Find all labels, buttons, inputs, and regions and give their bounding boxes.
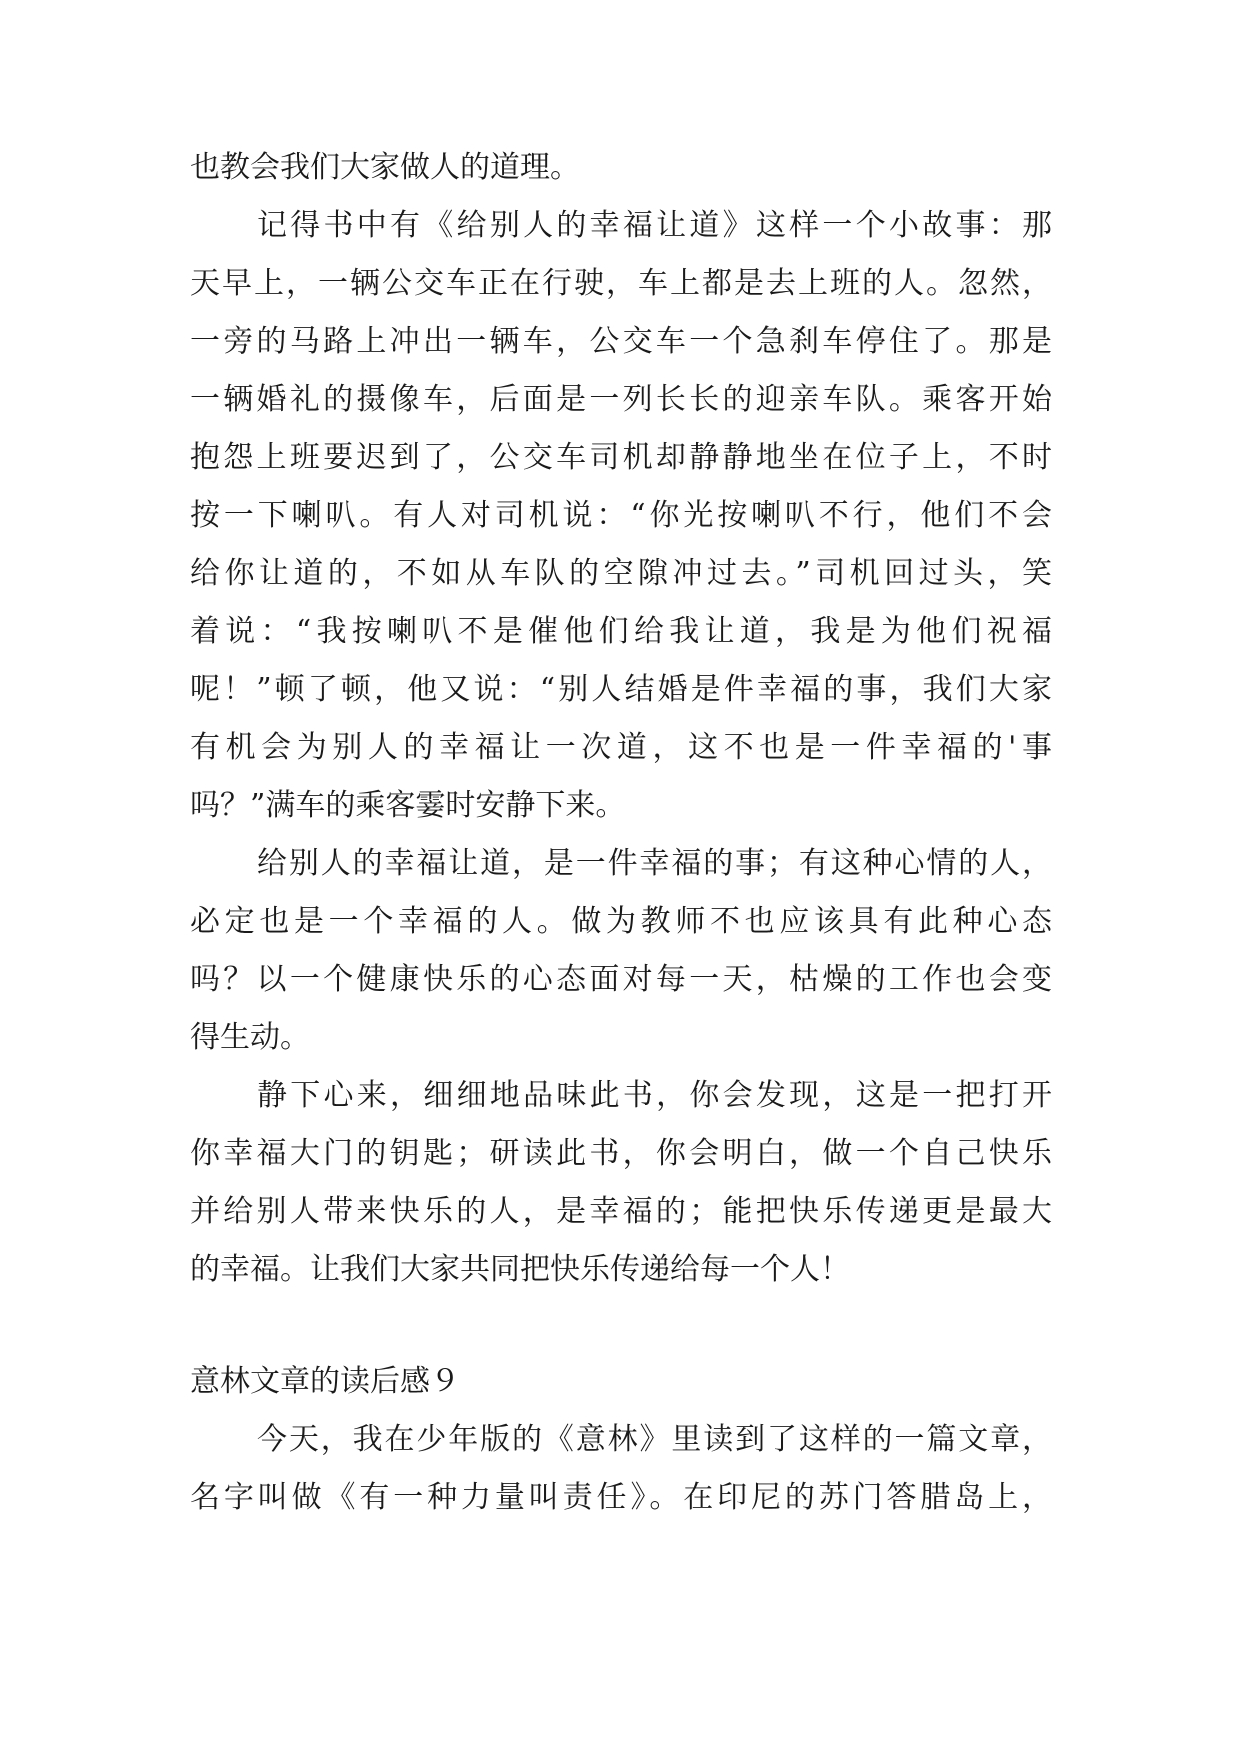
text-line: 有机会为别人的幸福让一次道，这不也是一件幸福的'事 bbox=[190, 730, 1052, 765]
text-line: 一辆婚礼的摄像车，后面是一列长长的迎亲车队。乘客开始 bbox=[190, 382, 1052, 417]
section-heading: 意林文章的读后感９ bbox=[190, 1364, 460, 1399]
text-line: 给你让道的，不如从车队的空隙冲过去。”司机回过头，笑 bbox=[190, 556, 1052, 591]
text-line: 必定也是一个幸福的人。做为教师不也应该具有此种心态 bbox=[190, 904, 1052, 939]
text-line: 也教会我们大家做人的道理。 bbox=[190, 150, 580, 185]
text-line: 的幸福。让我们大家共同把快乐传递给每一个人！ bbox=[190, 1252, 850, 1287]
text-line: 按一下喇叭。有人对司机说：“你光按喇叭不行，他们不会 bbox=[190, 498, 1052, 533]
text-line: 今天，我在少年版的《意林》里读到了这样的一篇文章， bbox=[257, 1422, 1052, 1457]
text-line: 名字叫做《有一种力量叫责任》。在印尼的苏门答腊岛上， bbox=[190, 1480, 1052, 1515]
text-line: 并给别人带来快乐的人，是幸福的；能把快乐传递更是最大 bbox=[190, 1194, 1052, 1229]
text-line: 静下心来，细细地品味此书，你会发现，这是一把打开 bbox=[257, 1078, 1052, 1113]
text-line: 记得书中有《给别人的幸福让道》这样一个小故事：那 bbox=[257, 208, 1052, 243]
text-line: 吗？”满车的乘客霎时安静下来。 bbox=[190, 788, 626, 823]
text-line: 天早上，一辆公交车正在行驶，车上都是去上班的人。忽然， bbox=[190, 266, 1052, 301]
text-line: 得生动。 bbox=[190, 1020, 310, 1055]
text-line: 你幸福大门的钥匙；研读此书，你会明白，做一个自己快乐 bbox=[190, 1136, 1052, 1171]
text-line: 着说：“我按喇叭不是催他们给我让道，我是为他们祝福 bbox=[190, 614, 1052, 649]
text-line: 一旁的马路上冲出一辆车，公交车一个急刹车停住了。那是 bbox=[190, 324, 1052, 359]
text-line: 吗？以一个健康快乐的心态面对每一天，枯燥的工作也会变 bbox=[190, 962, 1052, 997]
text-line: 抱怨上班要迟到了，公交车司机却静静地坐在位子上，不时 bbox=[190, 440, 1052, 475]
text-line: 呢！”顿了顿，他又说：“别人结婚是件幸福的事，我们大家 bbox=[190, 672, 1052, 707]
text-line: 给别人的幸福让道，是一件幸福的事；有这种心情的人， bbox=[257, 846, 1052, 881]
